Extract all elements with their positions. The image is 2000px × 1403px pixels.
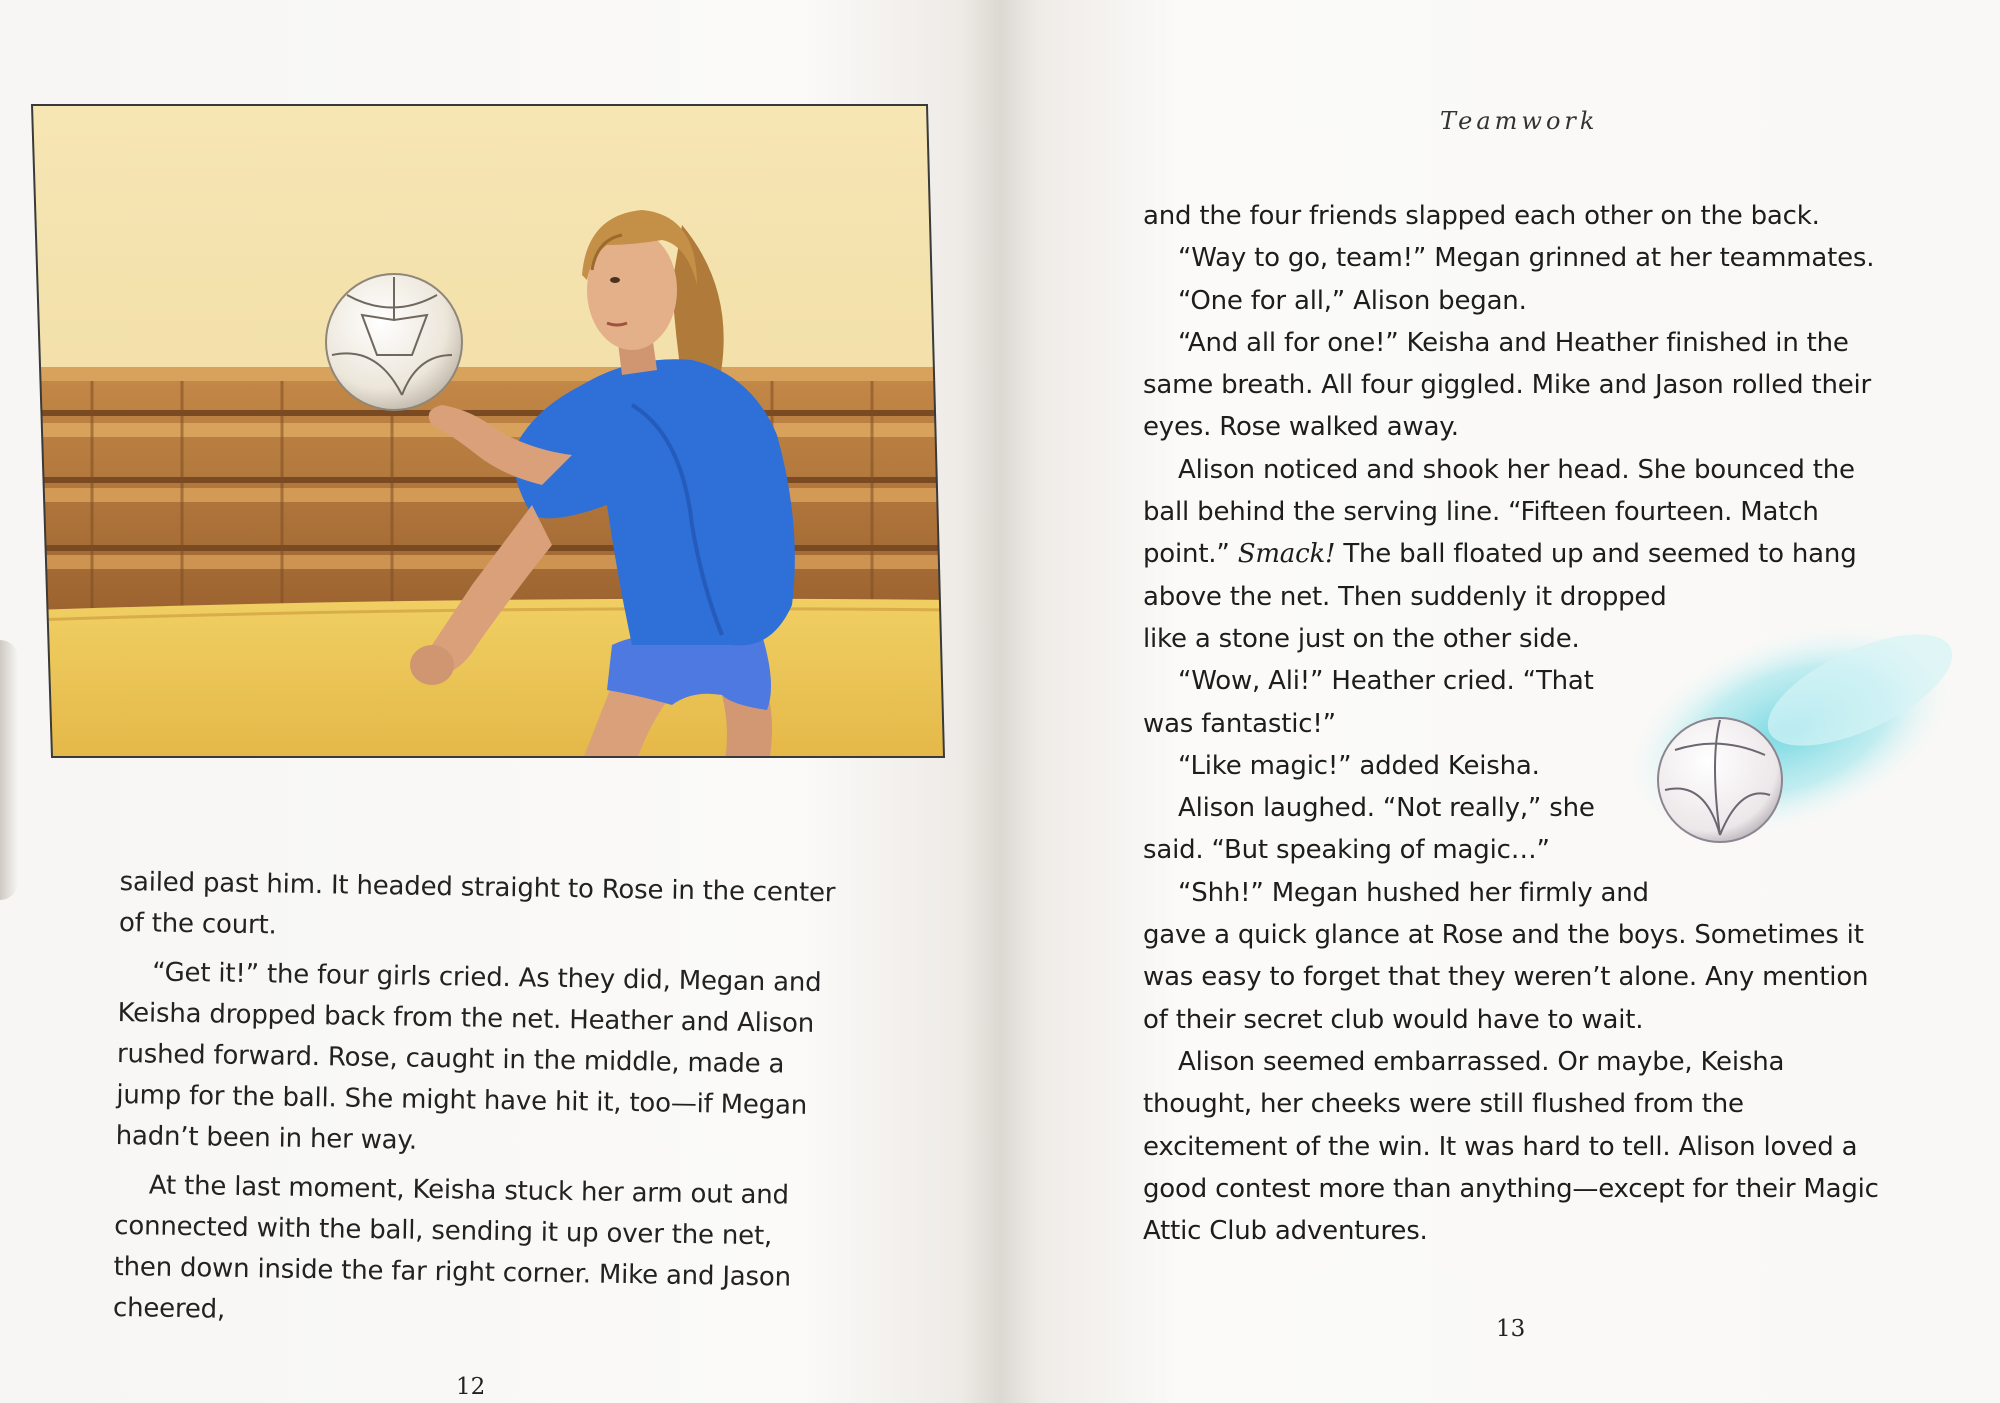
- left-page-text: [113, 862, 840, 1340]
- text-line: eyes. Rose walked away.: [1143, 412, 1459, 443]
- illustration-svg: [32, 105, 932, 775]
- text-line: thought, her cheeks were still flushed from the: [1143, 1089, 1744, 1120]
- text-line: excitement of the win. It was hard to tell. Alison loved a: [1143, 1131, 1858, 1162]
- text-line: Alison seemed embarrassed. Or maybe, Keisha: [1178, 1046, 1785, 1077]
- right-page-text: [1143, 195, 1883, 1252]
- text-line: and the four friends slapped each other on the back.: [1143, 201, 1820, 231]
- text-line: Alison noticed and shook her head. She bounced the: [1178, 454, 1855, 485]
- text-line: Attic Club adventures.: [1143, 1216, 1428, 1247]
- text-line: good contest more than anything—except for their Magic: [1143, 1173, 1879, 1204]
- text-line: [1143, 533, 1883, 575]
- text-line: above the net. Then suddenly it dropped: [1143, 581, 1667, 612]
- paragraph: sailed past him. It headed straight to Rose in the center of the court.: [118, 866, 836, 941]
- text-line: said. “But speaking of magic…”: [1143, 835, 1550, 866]
- text-line: “Wow, Ali!” Heather cried. “That: [1178, 666, 1594, 697]
- text-span: The ball floated up and seemed to hang: [1335, 539, 1857, 570]
- paragraph: At the last moment, Keisha stuck her arm out and connected with the ball, sending it up over the net, then down inside the far right corner. Mike and Jason cheered,: [112, 1170, 792, 1325]
- text-line: like a stone just on the other side.: [1143, 623, 1580, 654]
- emphasis-smack: Smack!: [1237, 539, 1336, 570]
- running-head: Teamwork: [1440, 107, 1599, 135]
- text-line: “Way to go, team!” Megan grinned at her teammates.: [1178, 243, 1875, 274]
- text-line: gave a quick glance at Rose and the boys. Sometimes it: [1143, 920, 1864, 951]
- text-line: “One for all,” Alison began.: [1178, 285, 1527, 316]
- page-number-right: 13: [1496, 1316, 1526, 1342]
- text-line: was fantastic!”: [1143, 708, 1336, 739]
- text-line: “Like magic!” added Keisha.: [1178, 750, 1540, 781]
- text-line: same breath. All four giggled. Mike and Jason rolled their: [1143, 370, 1872, 401]
- page-edge-shadow: [0, 640, 18, 900]
- volleyball: [326, 274, 462, 410]
- text-line: “And all for one!” Keisha and Heather finished in the: [1178, 327, 1849, 358]
- text-line: of their secret club would have to wait.: [1143, 1004, 1644, 1035]
- text-line: was easy to forget that they weren’t alone. Any mention: [1143, 962, 1869, 993]
- page-number-left: 12: [456, 1374, 486, 1400]
- text-line: ball behind the serving line. “Fifteen fourteen. Match: [1143, 497, 1819, 528]
- text-span: point.”: [1143, 539, 1238, 570]
- text-line: “Shh!” Megan hushed her firmly and: [1178, 877, 1649, 908]
- volleyball-player-illustration: [32, 105, 927, 765]
- gym-floor: [32, 599, 952, 775]
- text-line: Alison laughed. “Not really,” she: [1178, 793, 1595, 824]
- paragraph: “Get it!” the four girls cried. As they did, Megan and Keisha dropped back from the net. Heather and Alison rushed forward. Rose, caught in the middle, made a jump for the ball. She might have hit it, too—if Megan hadn’t been in her way.: [115, 957, 822, 1156]
